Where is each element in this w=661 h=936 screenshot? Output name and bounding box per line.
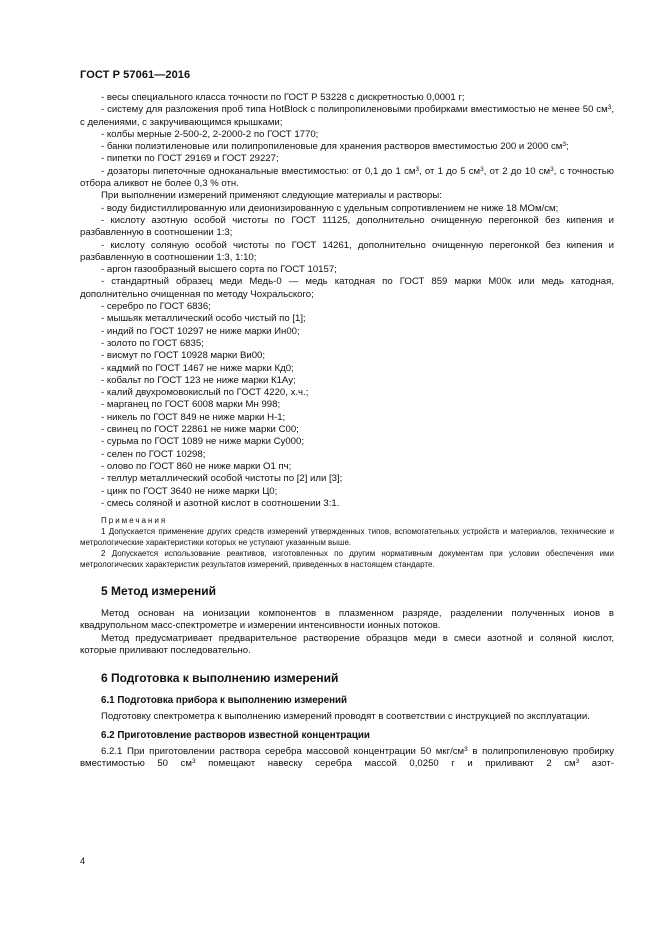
list-item: - стандартный образец меди Медь-0 — медь катодная по ГОСТ 859 марки М00к или медь катодная, дополнительно очищенная по методу Чохральского;	[80, 276, 614, 300]
list-item: - золото по ГОСТ 6835;	[101, 337, 204, 349]
section-5-paragraph: Метод предусматривает предварительное растворение образцов меди в смеси азотной и соляной кислот, которые приливают последовательно.	[80, 632, 614, 656]
list-item: - смесь соляной и азотной кислот в соотношении 3:1.	[101, 497, 340, 509]
list-item: - селен по ГОСТ 10298;	[101, 448, 206, 460]
list-item: - сурьма по ГОСТ 1089 не ниже марки Су000;	[101, 436, 304, 448]
list-item: - олово по ГОСТ 860 не ниже марки О1 пч;	[101, 460, 292, 472]
note-item: 1 Допускается применение других средств измерений утвержденных типов, вспомогательных устройств и материалов, технические и метрологические характеристики которых не уступают указанным выше.	[80, 527, 614, 548]
list-item: - систему для разложения проб типа HotBlock с полипропиленовыми пробирками вместимостью не менее 50 $см^3$, с делениями, с закручивающимся крышками;	[80, 104, 614, 128]
list-item: - дозаторы пипеточные одноканальные вместимостью: от 0,1 до 1 $см^3$, от 1 до 5 $см^3$, от 2 до 10 $см^3$, с точностью отбора аликвот не более 0,3 % отн.	[80, 165, 614, 190]
list-item: - весы специального класса точности по ГОСТ Р 53228 с дискретностью 0,0001 г;	[101, 92, 465, 103]
list-item: - марганец по ГОСТ 6008 марки Мн 998;	[101, 399, 281, 411]
list-item: - калий двухромовокислый по ГОСТ 4220, х.ч.;	[101, 387, 309, 399]
subsection-6-2-heading: 6.2 Приготовление растворов известной концентрации	[101, 729, 370, 741]
list-item: - аргон газообразный высшего сорта по ГОСТ 10157;	[101, 264, 337, 276]
list-item: - теллур металлический особой чистоты по [2] или [3];	[101, 473, 343, 485]
list-item: - индий по ГОСТ 10297 не ниже марки Ин00;	[101, 325, 300, 337]
page-number: 4	[80, 856, 86, 866]
notes-title: Примечания	[101, 516, 168, 526]
list-item: - цинк по ГОСТ 3640 не ниже марки Ц0;	[101, 485, 278, 497]
section-6-heading: 6 Подготовка к выполнению измерений	[101, 671, 339, 686]
subsection-6-1-text: Подготовку спектрометра к выполнению измерений проводят в соответствии с инструкцией по эксплуатации.	[101, 711, 590, 723]
list-item: - колбы мерные 2-500-2, 2-2000-2 по ГОСТ 1770;	[101, 128, 319, 140]
note-item: 2 Допускается использование реактивов, изготовленных по другим нормативным документам при условии обеспечения ими метрологических характеристик результатов измерений, приведенных в настоящем стандарте.	[80, 549, 614, 570]
list-item: - кадмий по ГОСТ 1467 не ниже марки Кд0;	[101, 362, 294, 374]
subsection-6-1-heading: 6.1 Подготовка прибора к выполнению измерений	[101, 695, 348, 707]
list-item: - воду бидистиллированную или деионизированную с удельным сопротивлением не ниже 18 МОм/см;	[101, 202, 559, 214]
equipment-list	[80, 92, 614, 190]
list-item: - никель по ГОСТ 849 не ниже марки Н-1;	[101, 411, 286, 423]
materials-list	[80, 203, 614, 510]
section-5-paragraph: Метод основан на ионизации компонентов в плазменном разряде, разделении полученных ионов в квадрупольном масс-спектрометре и измерении интенсивности ионных потоков.	[80, 608, 614, 632]
materials-intro: При выполнении измерений применяют следующие материалы и растворы:	[101, 190, 442, 202]
list-item: - пипетки по ГОСТ 29169 и ГОСТ 29227;	[101, 153, 279, 165]
section-5-heading: 5 Метод измерений	[101, 584, 216, 599]
list-item: - мышьяк металлический особо чистый по [1];	[101, 313, 306, 325]
list-item: - серебро по ГОСТ 6836;	[101, 301, 211, 313]
subsection-6-2-text: 6.2.1 При приготовлении раствора серебра массовой концентрации 50 мкг/$см^3$ в полипропиленовую пробирку вместимостью 50 $см^3$ помещают навеску серебра массой 0,0250 г и приливают 2 $см^3$ азот-	[80, 745, 614, 769]
list-item: - висмут по ГОСТ 10928 марки Ви00;	[101, 350, 266, 362]
list-item: - кобальт по ГОСТ 123 не ниже марки К1Ау;	[101, 374, 296, 386]
page-content	[80, 92, 614, 770]
list-item: - кислоту соляную особой чистоты по ГОСТ 14261, дополнительно очищенную перегонкой без кипения и разбавленную в соотношении 1:3, 1:10;	[80, 239, 614, 263]
list-item: - кислоту азотную особой чистоты по ГОСТ 11125, дополнительно очищенную перегонкой без кипения и разбавленную в соотношении 1:3;	[80, 214, 614, 239]
list-item: - свинец по ГОСТ 22861 не ниже марки С00;	[101, 424, 299, 436]
list-item: - банки полиэтиленовые или полипропиленовые для хранения растворов вместимостью 200 и 2000 $см^3$;	[101, 141, 569, 153]
page-header-title: ГОСТ Р 57061—2016	[80, 69, 191, 81]
